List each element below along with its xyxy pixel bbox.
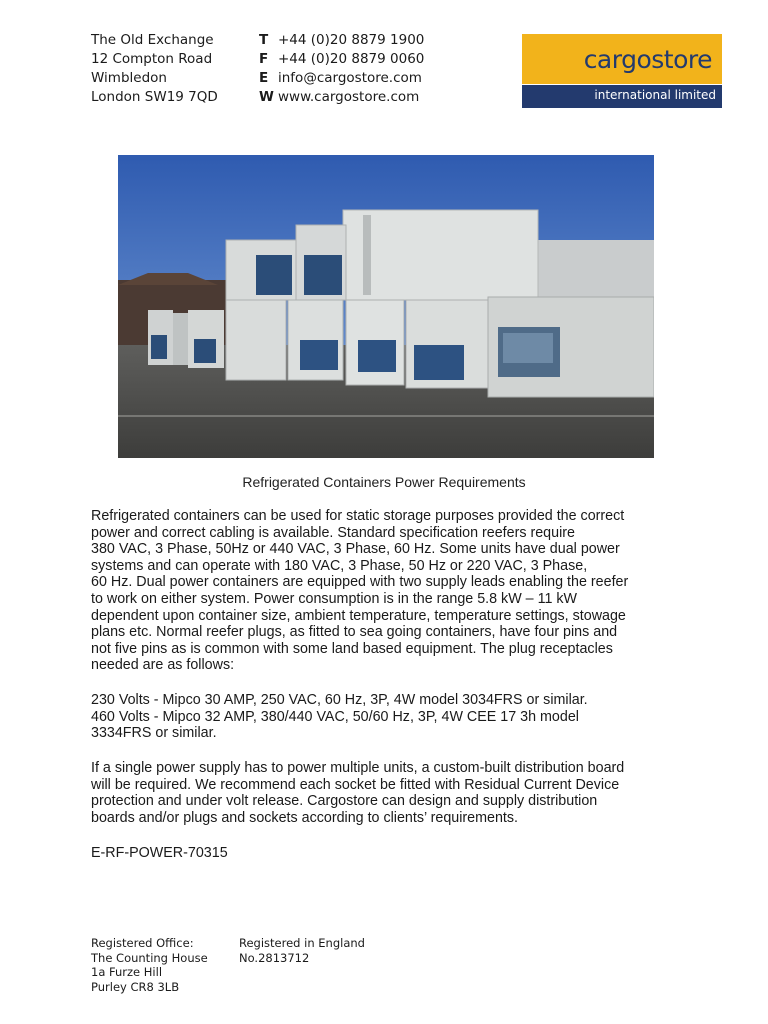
logo-subtitle: international limited — [594, 88, 716, 102]
fax-line — [259, 50, 424, 69]
footer-line: Purley CR8 3LB — [91, 979, 180, 994]
text-line: plans etc. Normal reefer plugs, as fitted to sea going containers, have four pins and — [91, 624, 618, 641]
cargostore-logo — [522, 34, 722, 108]
container-yard-photo — [118, 155, 654, 458]
contact-key: F — [259, 51, 269, 67]
text-line: 460 Volts - Mipco 32 AMP, 380/440 VAC, 50/60 Hz, 3P, 4W CEE 17 3h model — [91, 708, 579, 725]
phone-line — [259, 31, 424, 50]
text-line: If a single power supply has to power multiple units, a custom-built distribution board — [91, 760, 625, 776]
footer-line: Registered in England — [239, 936, 365, 950]
email-line — [259, 69, 424, 88]
registered-office — [91, 936, 208, 994]
text-line: 230 Volts - Mipco 30 AMP, 250 VAC, 60 Hz, 3P, 4W model 3034FRS or similar. — [91, 692, 588, 708]
distribution-paragraph — [91, 760, 691, 826]
footer-line: 1a Furze Hill — [91, 965, 163, 979]
registration-info — [239, 936, 365, 965]
text-line: will be required. We recommend each socket be fitted with Residual Current Device — [91, 776, 620, 793]
contact-details — [259, 31, 424, 107]
text-line: 3334FRS or similar. — [91, 725, 217, 742]
text-line: 380 VAC, 3 Phase, 50Hz or 440 VAC, 3 Phase, 60 Hz. Some units have dual power — [91, 541, 620, 558]
contact-key: T — [259, 32, 269, 48]
text-line: systems and can operate with 180 VAC, 3 Phase, 50 Hz or 220 VAC, 3 Phase, — [91, 557, 588, 574]
text-line: needed are as follows: — [91, 657, 235, 674]
company-address — [91, 31, 218, 107]
plug-spec-paragraph — [91, 692, 691, 742]
text-line: not five pins as is common with some land based equipment. The plug receptacles — [91, 640, 613, 657]
address-line: Wimbledon — [91, 70, 167, 86]
footer-line: Registered Office: — [91, 936, 194, 950]
text-line: power and correct cabling is available. Standard specification reefers require — [91, 524, 575, 541]
address-line: The Old Exchange — [91, 32, 214, 48]
document-title: Refrigerated Containers Power Requirements — [242, 474, 526, 490]
text-line: boards and/or plugs and sockets according to clients’ requirements. — [91, 809, 519, 826]
text-line: 60 Hz. Dual power containers are equipped with two supply leads enabling the reefer — [91, 574, 629, 591]
contact-key: W — [259, 89, 274, 105]
text-line: to work on either system. Power consumption is in the range 5.8 kW – 11 kW — [91, 590, 578, 607]
text-line: dependent upon container size, ambient temperature, temperature settings, stowage — [91, 607, 626, 624]
text-line: Refrigerated containers can be used for static storage purposes provided the correct — [91, 508, 625, 524]
web-line — [259, 88, 424, 107]
text-line: protection and under volt release. Cargostore can design and supply distribution — [91, 793, 598, 810]
contact-key: E — [259, 70, 269, 86]
email-value[interactable]: info@cargostore.com — [278, 70, 422, 86]
fax-value: +44 (0)20 8879 0060 — [278, 51, 425, 67]
footer-line: The Counting House — [91, 950, 208, 965]
address-line: 12 Compton Road — [91, 51, 213, 67]
logo-yellow-panel — [522, 34, 722, 84]
intro-paragraph — [91, 508, 691, 674]
footer-line: No.2813712 — [239, 950, 310, 965]
web-value[interactable]: www.cargostore.com — [278, 89, 420, 105]
logo-name: cargostore — [583, 45, 712, 74]
document-reference: E-RF-POWER-70315 — [91, 845, 228, 861]
address-line: London SW19 7QD — [91, 89, 218, 105]
logo-navy-band — [522, 85, 722, 108]
phone-value: +44 (0)20 8879 1900 — [278, 32, 425, 48]
